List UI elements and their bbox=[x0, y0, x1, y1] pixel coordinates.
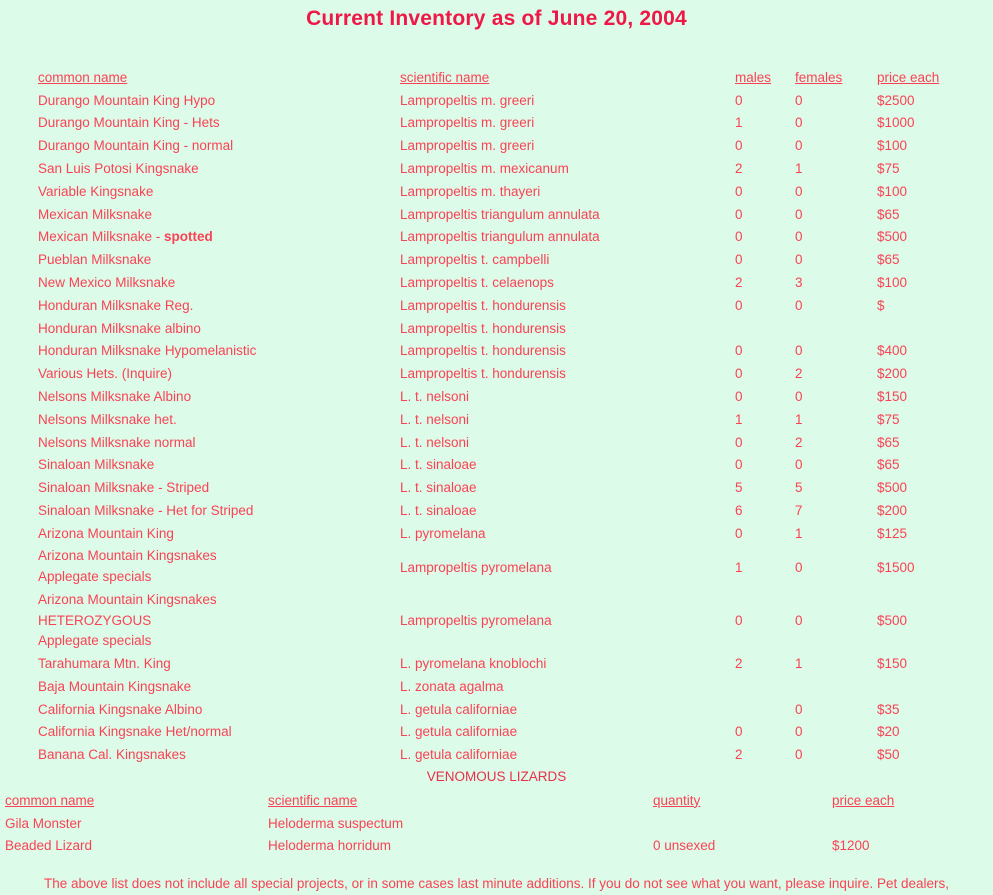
cell-price-each: $150 bbox=[877, 656, 908, 672]
table-row bbox=[38, 203, 955, 226]
cell-scientific-name: Lampropeltis t. hondurensis bbox=[400, 343, 566, 359]
common-name-line: Variable Kingsnake bbox=[38, 183, 154, 199]
cell-scientific-name: Lampropeltis pyromelana bbox=[400, 559, 552, 575]
header-scientific-name bbox=[400, 66, 735, 89]
common-name-line: HETEROZYGOUS bbox=[38, 612, 152, 628]
inventory-table-body bbox=[38, 89, 955, 766]
common-name-line: Banana Cal. Kingsnakes bbox=[38, 747, 186, 763]
cell-common-name bbox=[38, 652, 400, 675]
cell-quantity: 0 unsexed bbox=[653, 838, 716, 854]
table-row bbox=[38, 476, 955, 499]
cell-common-name bbox=[38, 248, 400, 271]
common-name-line: Durango Mountain King Hypo bbox=[38, 92, 216, 108]
cell-females: 0 bbox=[795, 747, 803, 763]
cell-price-each: $75 bbox=[877, 161, 900, 177]
common-name-line: Pueblan Milksnake bbox=[38, 252, 152, 268]
cell-price-each bbox=[877, 317, 955, 340]
cell-females: 2 bbox=[795, 366, 803, 382]
cell-price-each: $ bbox=[877, 297, 885, 313]
common-name-line: California Kingsnake Het/normal bbox=[38, 724, 232, 740]
common-name-line: Durango Mountain King - normal bbox=[38, 138, 234, 154]
table-row bbox=[38, 743, 955, 766]
table-row bbox=[38, 652, 955, 675]
cell-common-name bbox=[38, 522, 400, 545]
cell-common-name bbox=[38, 590, 400, 652]
venomous-header-common-name bbox=[5, 789, 268, 812]
venomous-header-common-name-label: common name bbox=[5, 792, 95, 808]
common-name-line: Honduran Milksnake Hypomelanistic bbox=[38, 343, 257, 359]
common-name-line: Applegate specials bbox=[38, 569, 152, 585]
cell-price-each: $2500 bbox=[877, 92, 915, 108]
cell-scientific-name: Lampropeltis t. hondurensis bbox=[400, 320, 566, 336]
common-name-line: Arizona Mountain Kingsnakes bbox=[38, 591, 217, 607]
cell-females: 1 bbox=[795, 525, 803, 541]
cell-scientific-name: Lampropeltis t. hondurensis bbox=[400, 366, 566, 382]
cell-common-name bbox=[38, 545, 400, 590]
cell-males: 1 bbox=[735, 411, 743, 427]
cell-scientific-name: Lampropeltis m. mexicanum bbox=[400, 161, 569, 177]
cell-females: 7 bbox=[795, 503, 803, 519]
cell-price-each bbox=[832, 812, 993, 835]
cell-scientific-name: Heloderma horridum bbox=[268, 838, 392, 854]
cell-scientific-name: L. getula californiae bbox=[400, 724, 518, 740]
cell-price-each: $65 bbox=[877, 206, 900, 222]
cell-females: 0 bbox=[795, 457, 803, 473]
page-title: Current Inventory as of June 20, 2004 bbox=[306, 7, 687, 30]
cell-common-name bbox=[38, 134, 400, 157]
cell-price-each: $125 bbox=[877, 525, 908, 541]
common-name-line: Nelsons Milksnake het. bbox=[38, 411, 177, 427]
venomous-header-quantity-label: quantity bbox=[653, 792, 701, 808]
cell-scientific-name: L. t. nelsoni bbox=[400, 389, 470, 405]
cell-females: 0 bbox=[795, 115, 803, 131]
cell-scientific-name: Lampropeltis t. campbelli bbox=[400, 252, 550, 268]
cell-price-each: $35 bbox=[877, 701, 900, 717]
cell-scientific-name: L. getula californiae bbox=[400, 701, 518, 717]
cell-males: 1 bbox=[735, 115, 743, 131]
cell-scientific-name: L. t. sinaloae bbox=[400, 480, 477, 496]
table-row bbox=[38, 180, 955, 203]
inventory-table bbox=[38, 66, 955, 766]
cell-females bbox=[795, 675, 877, 698]
common-name-line: Sinaloan Milksnake bbox=[38, 457, 155, 473]
cell-males: 0 bbox=[735, 229, 743, 245]
common-name-line: Mexican Milksnake - spotted bbox=[38, 229, 213, 245]
cell-common-name bbox=[38, 476, 400, 499]
common-name-bold-text: spotted bbox=[164, 229, 213, 245]
cell-males: 0 bbox=[735, 92, 743, 108]
cell-common-name: Beaded Lizard bbox=[5, 838, 93, 854]
common-name-line: Applegate specials bbox=[38, 633, 152, 649]
cell-males bbox=[735, 698, 795, 721]
common-name-line: California Kingsnake Albino bbox=[38, 701, 203, 717]
table-row bbox=[38, 545, 955, 590]
cell-common-name bbox=[38, 743, 400, 766]
cell-males: 0 bbox=[735, 525, 743, 541]
cell-females: 0 bbox=[795, 206, 803, 222]
cell-males: 0 bbox=[735, 457, 743, 473]
header-females-label: females bbox=[795, 69, 843, 85]
cell-price-each: $200 bbox=[877, 503, 908, 519]
common-name-line: Baja Mountain Kingsnake bbox=[38, 678, 192, 694]
cell-females: 1 bbox=[795, 161, 803, 177]
venomous-lizards-heading: VENOMOUS LIZARDS bbox=[426, 769, 567, 785]
table-row bbox=[38, 499, 955, 522]
cell-price-each: $65 bbox=[877, 434, 900, 450]
inventory-table-header-row bbox=[38, 66, 955, 89]
cell-common-name bbox=[38, 385, 400, 408]
cell-price-each: $65 bbox=[877, 457, 900, 473]
cell-males bbox=[735, 317, 795, 340]
common-name-line: Various Hets. (Inquire) bbox=[38, 366, 173, 382]
table-row bbox=[5, 835, 993, 858]
cell-females: 0 bbox=[795, 252, 803, 268]
cell-scientific-name: Lampropeltis m. greeri bbox=[400, 115, 535, 131]
cell-males: 0 bbox=[735, 366, 743, 382]
cell-common-name bbox=[38, 499, 400, 522]
cell-males: 2 bbox=[735, 747, 743, 763]
header-common-name bbox=[38, 66, 400, 89]
footer-note: The above list does not include all special projects, or in some cases last minute additions. If you do not see what you want, please inquire. Pet dealers, bbox=[43, 876, 949, 892]
common-name-line: Nelsons Milksnake Albino bbox=[38, 389, 192, 405]
cell-males: 2 bbox=[735, 161, 743, 177]
cell-price-each: $65 bbox=[877, 252, 900, 268]
cell-males: 5 bbox=[735, 480, 743, 496]
cell-scientific-name: Lampropeltis triangulum annulata bbox=[400, 229, 600, 245]
cell-females: 2 bbox=[795, 434, 803, 450]
cell-scientific-name: Lampropeltis pyromelana bbox=[400, 613, 552, 629]
cell-females: 0 bbox=[795, 297, 803, 313]
cell-males: 0 bbox=[735, 434, 743, 450]
cell-scientific-name: Lampropeltis m. thayeri bbox=[400, 183, 541, 199]
cell-males: 0 bbox=[735, 183, 743, 199]
cell-scientific-name: L. pyromelana bbox=[400, 525, 486, 541]
table-row bbox=[38, 408, 955, 431]
table-row bbox=[38, 226, 955, 249]
table-row bbox=[38, 431, 955, 454]
cell-common-name: Gila Monster bbox=[5, 815, 82, 831]
table-row bbox=[38, 675, 955, 698]
cell-price-each bbox=[877, 675, 955, 698]
common-name-line: Durango Mountain King - Hets bbox=[38, 115, 220, 131]
cell-scientific-name: L. t. nelsoni bbox=[400, 411, 470, 427]
venomous-header-price-each bbox=[832, 789, 993, 812]
cell-scientific-name: Heloderma suspectum bbox=[268, 815, 404, 831]
venomous-table bbox=[5, 789, 993, 857]
cell-common-name bbox=[38, 294, 400, 317]
cell-common-name bbox=[38, 340, 400, 363]
table-row bbox=[38, 721, 955, 744]
table-row bbox=[38, 590, 955, 652]
cell-males: 1 bbox=[735, 559, 743, 575]
table-row bbox=[38, 294, 955, 317]
cell-common-name bbox=[38, 180, 400, 203]
cell-females: 0 bbox=[795, 389, 803, 405]
cell-scientific-name: L. t. sinaloae bbox=[400, 457, 477, 473]
cell-common-name bbox=[38, 721, 400, 744]
cell-price-each: $200 bbox=[877, 366, 908, 382]
cell-males: 0 bbox=[735, 613, 743, 629]
table-row bbox=[38, 522, 955, 545]
venomous-header-scientific-name bbox=[268, 789, 653, 812]
cell-price-each: $75 bbox=[877, 411, 900, 427]
cell-females: 0 bbox=[795, 724, 803, 740]
cell-common-name bbox=[38, 675, 400, 698]
common-name-line: Tarahumara Mtn. King bbox=[38, 656, 171, 672]
cell-common-name bbox=[38, 362, 400, 385]
table-row bbox=[38, 317, 955, 340]
cell-scientific-name: Lampropeltis m. greeri bbox=[400, 138, 535, 154]
cell-price-each: $400 bbox=[877, 343, 908, 359]
cell-quantity bbox=[653, 812, 832, 835]
cell-scientific-name: L. getula californiae bbox=[400, 747, 518, 763]
cell-males: 0 bbox=[735, 297, 743, 313]
header-scientific-name-label: scientific name bbox=[400, 69, 490, 85]
cell-females: 0 bbox=[795, 343, 803, 359]
cell-common-name bbox=[38, 317, 400, 340]
common-name-line: Nelsons Milksnake normal bbox=[38, 434, 196, 450]
cell-scientific-name: Lampropeltis t. celaenops bbox=[400, 275, 554, 291]
cell-scientific-name: L. zonata agalma bbox=[400, 678, 504, 694]
cell-price-each: $50 bbox=[877, 747, 900, 763]
cell-males: 0 bbox=[735, 389, 743, 405]
common-name-line: Arizona Mountain King bbox=[38, 525, 174, 541]
cell-females bbox=[795, 317, 877, 340]
cell-males: 0 bbox=[735, 206, 743, 222]
table-row bbox=[38, 134, 955, 157]
cell-females: 0 bbox=[795, 92, 803, 108]
table-row bbox=[5, 812, 993, 835]
cell-price-each: $500 bbox=[877, 613, 908, 629]
common-name-line: Arizona Mountain Kingsnakes bbox=[38, 548, 217, 564]
cell-common-name bbox=[38, 431, 400, 454]
header-males-label: males bbox=[735, 69, 772, 85]
table-row bbox=[38, 248, 955, 271]
cell-females: 5 bbox=[795, 480, 803, 496]
table-row bbox=[38, 157, 955, 180]
table-row bbox=[38, 271, 955, 294]
cell-price-each: $1000 bbox=[877, 115, 915, 131]
common-name-line: Mexican Milksnake bbox=[38, 206, 153, 222]
cell-common-name bbox=[38, 89, 400, 112]
venomous-table-body bbox=[5, 812, 993, 858]
header-price-each-label: price each bbox=[877, 69, 940, 85]
cell-scientific-name: Lampropeltis t. hondurensis bbox=[400, 297, 566, 313]
common-name-line: Honduran Milksnake albino bbox=[38, 320, 201, 336]
cell-females: 0 bbox=[795, 613, 803, 629]
cell-price-each: $100 bbox=[877, 138, 908, 154]
cell-males: 0 bbox=[735, 724, 743, 740]
cell-price-each: $100 bbox=[877, 183, 908, 199]
cell-price-each: $1200 bbox=[832, 838, 870, 854]
table-row bbox=[38, 385, 955, 408]
cell-males: 0 bbox=[735, 138, 743, 154]
cell-females: 0 bbox=[795, 701, 803, 717]
cell-common-name bbox=[38, 226, 400, 249]
cell-females: 0 bbox=[795, 138, 803, 154]
common-name-line: Sinaloan Milksnake - Striped bbox=[38, 480, 210, 496]
cell-price-each: $100 bbox=[877, 275, 908, 291]
cell-females: 0 bbox=[795, 229, 803, 245]
header-price-each bbox=[877, 66, 955, 89]
cell-scientific-name: L. t. nelsoni bbox=[400, 434, 470, 450]
cell-males bbox=[735, 675, 795, 698]
cell-females: 0 bbox=[795, 559, 803, 575]
cell-males: 2 bbox=[735, 656, 743, 672]
cell-common-name bbox=[38, 157, 400, 180]
common-name-line: San Luis Potosi Kingsnake bbox=[38, 161, 199, 177]
table-row bbox=[38, 362, 955, 385]
cell-price-each: $500 bbox=[877, 480, 908, 496]
table-row bbox=[38, 340, 955, 363]
cell-common-name bbox=[38, 112, 400, 135]
cell-females: 1 bbox=[795, 656, 803, 672]
table-row bbox=[38, 112, 955, 135]
cell-males: 6 bbox=[735, 503, 743, 519]
venomous-header-quantity bbox=[653, 789, 832, 812]
header-males bbox=[735, 66, 795, 89]
cell-price-each: $1500 bbox=[877, 559, 915, 575]
cell-price-each: $20 bbox=[877, 724, 900, 740]
cell-males: 2 bbox=[735, 275, 743, 291]
cell-common-name bbox=[38, 698, 400, 721]
table-row bbox=[38, 89, 955, 112]
common-name-line: New Mexico Milksnake bbox=[38, 275, 176, 291]
cell-common-name bbox=[38, 203, 400, 226]
table-row bbox=[38, 698, 955, 721]
header-females bbox=[795, 66, 877, 89]
cell-females: 0 bbox=[795, 183, 803, 199]
cell-females: 3 bbox=[795, 275, 803, 291]
cell-males: 0 bbox=[735, 343, 743, 359]
cell-scientific-name: Lampropeltis m. greeri bbox=[400, 92, 535, 108]
cell-price-each: $500 bbox=[877, 229, 908, 245]
header-common-name-label: common name bbox=[38, 69, 128, 85]
cell-common-name bbox=[38, 271, 400, 294]
cell-scientific-name: L. t. sinaloae bbox=[400, 503, 477, 519]
common-name-line: Honduran Milksnake Reg. bbox=[38, 297, 194, 313]
cell-common-name bbox=[38, 454, 400, 477]
venomous-table-header-row bbox=[5, 789, 993, 812]
cell-females: 1 bbox=[795, 411, 803, 427]
table-row bbox=[38, 454, 955, 477]
cell-price-each: $150 bbox=[877, 389, 908, 405]
common-name-line: Sinaloan Milksnake - Het for Striped bbox=[38, 503, 254, 519]
title-zone bbox=[0, 0, 993, 66]
cell-common-name bbox=[38, 408, 400, 431]
cell-scientific-name: Lampropeltis triangulum annulata bbox=[400, 206, 600, 222]
cell-males: 0 bbox=[735, 252, 743, 268]
venomous-header-price-each-label: price each bbox=[832, 792, 895, 808]
venomous-header-scientific-name-label: scientific name bbox=[268, 792, 358, 808]
cell-scientific-name: L. pyromelana knoblochi bbox=[400, 656, 547, 672]
